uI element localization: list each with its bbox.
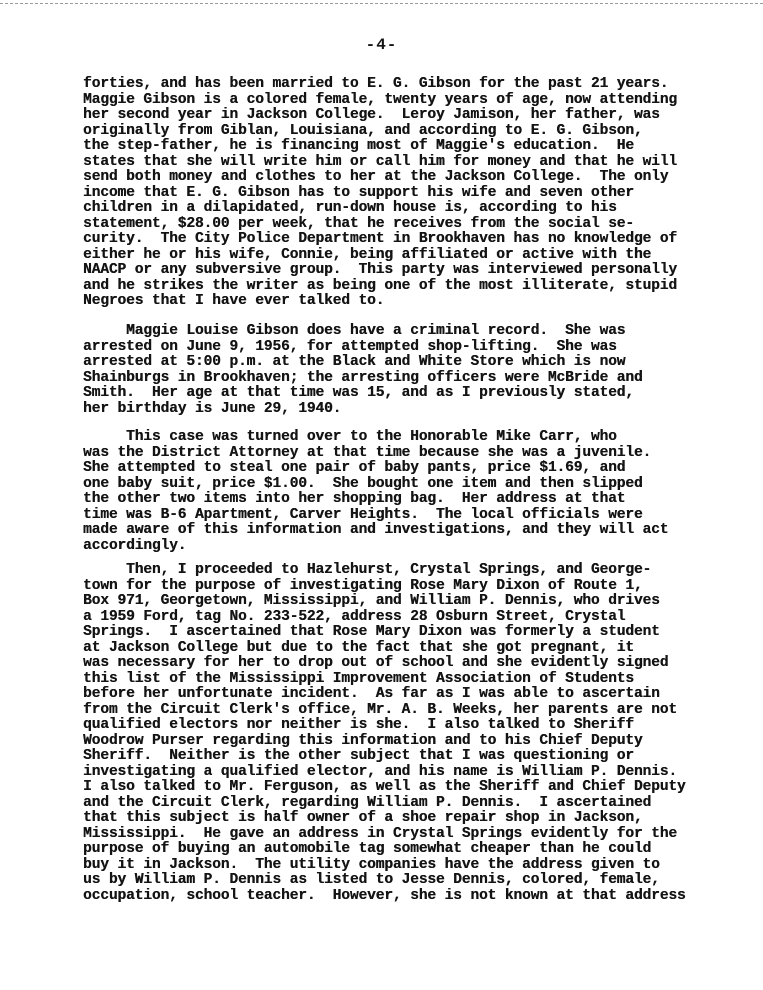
text-line: purpose of buying an automobile tag somewhat cheaper than he could: [83, 841, 652, 857]
text-line: arrested at 5:00 p.m. at the Black and White Store which is now: [83, 354, 626, 370]
text-line: Sheriff. Neither is the other subject that I was questioning or: [83, 748, 634, 764]
text-line: that this subject is half owner of a shoe repair shop in Jackson,: [83, 810, 643, 826]
text-line: this list of the Mississippi Improvement Association of Students: [83, 670, 634, 687]
text-line: Mississippi. He gave an address in Crystal Springs evidently for the: [83, 825, 677, 842]
text-line: Smith. Her age at that time was 15, and as I previously stated,: [83, 385, 634, 401]
text-line: and the Circuit Clerk, regarding William P. Dennis. I ascertained: [83, 794, 652, 811]
text-line: send both money and clothes to her at the Jackson College. The only: [83, 169, 669, 185]
text-line: qualified electors nor neither is she. I also talked to Sheriff: [83, 717, 634, 733]
text-line: I also talked to Mr. Ferguson, as well as the Sheriff and Chief Deputy: [83, 779, 686, 795]
text-line: NAACP or any subversive group. This party was interviewed personally: [83, 262, 677, 278]
text-line: She attempted to steal one pair of baby pants, price $1.69, and: [83, 460, 626, 476]
text-line: accordingly.: [83, 537, 187, 554]
text-line: income that E. G. Gibson has to support his wife and seven other: [83, 184, 634, 201]
text-line: states that she will write him or call him for money and that he will: [83, 153, 677, 170]
text-line: statement, $28.00 per week, that he receives from the social se-: [83, 215, 634, 232]
text-line: Woodrow Purser regarding this information and to his Chief Deputy: [83, 732, 643, 749]
text-line: was necessary for her to drop out of school and she evidently signed: [83, 655, 669, 671]
text-line: the other two items into her shopping bag. Her address at that: [83, 491, 626, 507]
text-line: buy it in Jackson. The utility companies have the address given to: [83, 856, 660, 873]
text-line: us by William P. Dennis as listed to Jesse Dennis, colored, female,: [83, 872, 660, 888]
text-line: before her unfortunate incident. As far as I was able to ascertain: [83, 686, 660, 702]
text-line: occupation, school teacher. However, she is not known at that address: [83, 887, 686, 904]
text-line: Then, I proceeded to Hazlehurst, Crystal Springs, and George-: [83, 562, 652, 578]
text-line: Springs. I ascertained that Rose Mary Dixon was formerly a student: [83, 624, 660, 640]
text-line: Box 971, Georgetown, Mississippi, and William P. Dennis, who drives: [83, 593, 660, 609]
text-line: from the Circuit Clerk's office, Mr. A. B. Weeks, her parents are not: [83, 701, 677, 718]
text-line: one baby suit, price $1.00. She bought one item and then slipped: [83, 475, 643, 492]
text-line: the step-father, he is financing most of Maggie's education. He: [83, 138, 634, 154]
text-line: her birthday is June 29, 1940.: [83, 400, 342, 417]
text-line: either he or his wife, Connie, being affiliated or active with the: [83, 246, 652, 263]
text-line: at Jackson College but due to the fact that she got pregnant, it: [83, 639, 634, 656]
text-line: originally from Giblan, Louisiana, and according to E. G. Gibson,: [83, 122, 643, 139]
text-line: was the District Attorney at that time because she was a juvenile.: [83, 444, 652, 461]
text-line: This case was turned over to the Honorable Mike Carr, who: [83, 429, 617, 445]
text-line: Shainburgs in Brookhaven; the arresting officers were McBride and: [83, 369, 643, 386]
text-line: made aware of this information and investigations, and they will act: [83, 522, 669, 538]
text-line: arrested on June 9, 1956, for attempted shop-lifting. She was: [83, 338, 617, 355]
text-line: town for the purpose of investigating Rose Mary Dixon of Route 1,: [83, 577, 643, 594]
page-number: -4-: [365, 36, 398, 54]
text-line: investigating a qualified elector, and his name is William P. Dennis.: [83, 763, 677, 780]
text-line: a 1959 Ford, tag No. 233-522, address 28 Osburn Street, Crystal: [83, 608, 626, 625]
text-line: time was B-6 Apartment, Carver Heights. The local officials were: [83, 506, 643, 523]
text-line: children in a dilapidated, run-down house is, according to his: [83, 200, 617, 216]
text-line: and he strikes the writer as being one of the most illiterate, stupid: [83, 277, 677, 294]
text-line: curity. The City Police Department in Brookhaven has no knowledge of: [83, 231, 677, 247]
text-line: forties, and has been married to E. G. Gibson for the past 21 years.: [83, 76, 669, 92]
text-line: Maggie Louise Gibson does have a criminal record. She was: [83, 323, 626, 339]
text-line: Maggie Gibson is a colored female, twenty years of age, now attending: [83, 91, 677, 108]
text-line: her second year in Jackson College. Leroy Jamison, her father, was: [83, 107, 660, 123]
text-line: Negroes that I have ever talked to.: [83, 293, 385, 309]
